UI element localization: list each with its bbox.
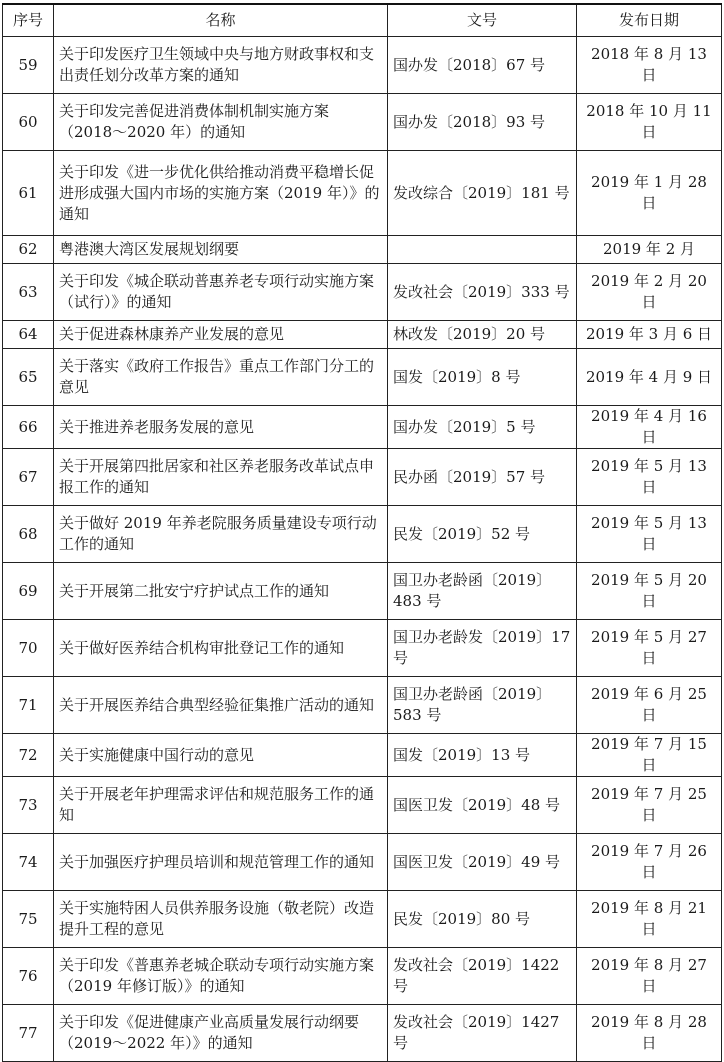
row-date: 2019 年 8 月 21 日 (577, 891, 722, 948)
row-code: 国办发〔2019〕5 号 (388, 406, 577, 449)
row-title: 关于印发《进一步优化供给推动消费平稳增长促进形成强大国内市场的实施方案（2019 年）》的通知 (54, 151, 388, 236)
row-date: 2019 年 7 月 26 日 (577, 834, 722, 891)
policy-table (2, 3, 722, 1062)
table-row (3, 349, 722, 406)
table-row (3, 1005, 722, 1062)
table-row (3, 891, 722, 948)
row-title: 关于印发《城企联动普惠养老专项行动实施方案（试行）》的通知 (54, 264, 388, 321)
table-row (3, 506, 722, 563)
table-row (3, 734, 722, 777)
row-code: 发改社会〔2019〕333 号 (388, 264, 577, 321)
row-no: 74 (3, 834, 54, 891)
row-title: 关于印发完善促进消费体制机制实施方案（2018～2020 年）的通知 (54, 94, 388, 151)
table-header (3, 4, 722, 37)
row-date: 2019 年 1 月 28 日 (577, 151, 722, 236)
row-no: 71 (3, 677, 54, 734)
row-title: 关于开展第二批安宁疗护试点工作的通知 (54, 563, 388, 620)
row-title: 关于实施健康中国行动的意见 (54, 734, 388, 777)
table-row (3, 37, 722, 94)
table-row (3, 236, 722, 264)
header-row (3, 4, 722, 37)
row-date: 2019 年 7 月 25 日 (577, 777, 722, 834)
header-date: 发布日期 (577, 4, 722, 37)
row-title: 关于促进森林康养产业发展的意见 (54, 321, 388, 349)
row-no: 59 (3, 37, 54, 94)
row-no: 75 (3, 891, 54, 948)
row-date: 2019 年 8 月 27 日 (577, 948, 722, 1005)
row-title: 关于开展第四批居家和社区养老服务改革试点申报工作的通知 (54, 449, 388, 506)
row-title: 关于印发医疗卫生领域中央与地方财政事权和支出责任划分改革方案的通知 (54, 37, 388, 94)
row-title: 关于开展医养结合典型经验征集推广活动的通知 (54, 677, 388, 734)
row-title: 关于做好 2019 年养老院服务质量建设专项行动工作的通知 (54, 506, 388, 563)
row-date: 2019 年 7 月 15 日 (577, 734, 722, 777)
row-code: 民办函〔2019〕57 号 (388, 449, 577, 506)
row-no: 68 (3, 506, 54, 563)
row-no: 67 (3, 449, 54, 506)
row-date: 2019 年 3 月 6 日 (577, 321, 722, 349)
row-no: 60 (3, 94, 54, 151)
row-no: 69 (3, 563, 54, 620)
row-code: 国卫办老龄函〔2019〕483 号 (388, 563, 577, 620)
row-code: 发改社会〔2019〕1422 号 (388, 948, 577, 1005)
table-row (3, 948, 722, 1005)
row-code: 发改综合〔2019〕181 号 (388, 151, 577, 236)
row-code (388, 236, 577, 264)
row-date: 2018 年 10 月 11 日 (577, 94, 722, 151)
row-code: 国办发〔2018〕93 号 (388, 94, 577, 151)
row-date: 2019 年 6 月 25 日 (577, 677, 722, 734)
row-no: 64 (3, 321, 54, 349)
row-title: 关于落实《政府工作报告》重点工作部门分工的意见 (54, 349, 388, 406)
row-no: 61 (3, 151, 54, 236)
table-row (3, 264, 722, 321)
row-no: 65 (3, 349, 54, 406)
row-date: 2019 年 5 月 13 日 (577, 506, 722, 563)
row-code: 国医卫发〔2019〕49 号 (388, 834, 577, 891)
row-code: 国医卫发〔2019〕48 号 (388, 777, 577, 834)
row-date: 2019 年 2 月 (577, 236, 722, 264)
table-row (3, 677, 722, 734)
row-code: 国卫办老龄函〔2019〕583 号 (388, 677, 577, 734)
row-no: 72 (3, 734, 54, 777)
table-row (3, 834, 722, 891)
row-date: 2018 年 8 月 13 日 (577, 37, 722, 94)
row-date: 2019 年 4 月 9 日 (577, 349, 722, 406)
table-row (3, 94, 722, 151)
row-date: 2019 年 4 月 16 日 (577, 406, 722, 449)
row-code: 国发〔2019〕8 号 (388, 349, 577, 406)
row-date: 2019 年 5 月 27 日 (577, 620, 722, 677)
row-date: 2019 年 5 月 13 日 (577, 449, 722, 506)
row-title: 关于做好医养结合机构审批登记工作的通知 (54, 620, 388, 677)
row-no: 76 (3, 948, 54, 1005)
table-row (3, 151, 722, 236)
row-date: 2019 年 5 月 20 日 (577, 563, 722, 620)
row-code: 林改发〔2019〕20 号 (388, 321, 577, 349)
table-body (3, 37, 722, 1062)
row-date: 2019 年 2 月 20 日 (577, 264, 722, 321)
row-no: 63 (3, 264, 54, 321)
row-no: 66 (3, 406, 54, 449)
row-date: 2019 年 8 月 28 日 (577, 1005, 722, 1062)
row-title: 关于加强医疗护理员培训和规范管理工作的通知 (54, 834, 388, 891)
table-row (3, 321, 722, 349)
table-row (3, 563, 722, 620)
row-title: 粤港澳大湾区发展规划纲要 (54, 236, 388, 264)
row-code: 国办发〔2018〕67 号 (388, 37, 577, 94)
header-code: 文号 (388, 4, 577, 37)
row-title: 关于实施特困人员供养服务设施（敬老院）改造提升工程的意见 (54, 891, 388, 948)
table-row (3, 449, 722, 506)
row-no: 73 (3, 777, 54, 834)
header-title: 名称 (54, 4, 388, 37)
row-code: 发改社会〔2019〕1427 号 (388, 1005, 577, 1062)
row-title: 关于推进养老服务发展的意见 (54, 406, 388, 449)
row-title: 关于印发《促进健康产业高质量发展行动纲要（2019～2022 年）》的通知 (54, 1005, 388, 1062)
row-code: 民发〔2019〕52 号 (388, 506, 577, 563)
table-row (3, 777, 722, 834)
row-code: 国卫办老龄发〔2019〕17 号 (388, 620, 577, 677)
table-row (3, 406, 722, 449)
row-title: 关于印发《普惠养老城企联动专项行动实施方案（2019 年修订版）》的通知 (54, 948, 388, 1005)
row-no: 77 (3, 1005, 54, 1062)
row-code: 国发〔2019〕13 号 (388, 734, 577, 777)
header-no: 序号 (3, 4, 54, 37)
row-no: 70 (3, 620, 54, 677)
row-no: 62 (3, 236, 54, 264)
table-row (3, 620, 722, 677)
row-title: 关于开展老年护理需求评估和规范服务工作的通知 (54, 777, 388, 834)
row-code: 民发〔2019〕80 号 (388, 891, 577, 948)
